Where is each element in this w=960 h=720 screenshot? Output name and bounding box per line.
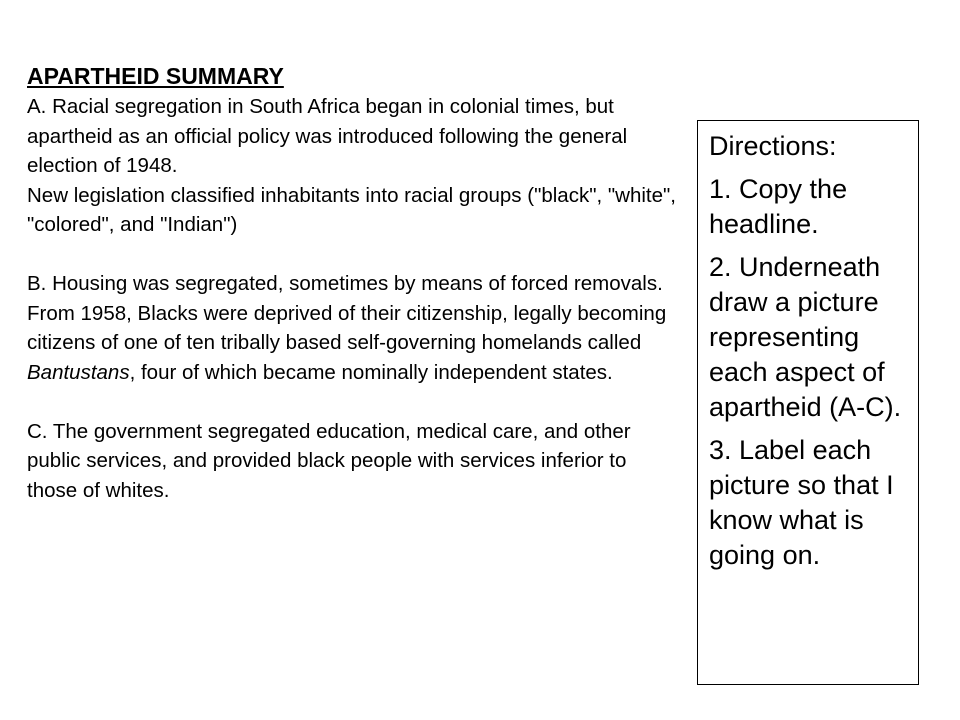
paragraph-spacer <box>27 240 677 270</box>
paragraph-spacer <box>27 387 677 417</box>
bantustans-term: Bantustans <box>27 360 130 384</box>
apartheid-summary <box>27 60 677 505</box>
section-a-text: A. Racial segregation in South Africa began in colonial times, but apartheid as an official policy was introduced following the general election of 1948. <box>27 95 628 177</box>
direction-step-3: 3. Label each picture so that I know what is going on. <box>709 435 894 570</box>
directions-heading: Directions: <box>709 131 837 161</box>
section-b-text-before: B. Housing was segregated, sometimes by means of forced removals. From 1958, Blacks were deprived of their citizenship, legally becoming citizens of one of ten tribally based self-governing homelands called <box>27 272 667 354</box>
section-a-text-2: New legislation classified inhabitants into racial groups ("black", "white", "colored", and "Indian") <box>27 183 676 236</box>
directions-box <box>697 120 919 685</box>
direction-step-1: 1. Copy the headline. <box>709 174 848 239</box>
section-b-text-after: , four of which became nominally independent states. <box>129 360 613 384</box>
section-b-text <box>27 269 677 387</box>
direction-step-2: 2. Underneath draw a picture representing each aspect of apartheid (A-C). <box>709 252 902 422</box>
summary-title: APARTHEID SUMMARY <box>27 63 284 89</box>
section-c-text: C. The government segregated education, medical care, and other public services, and provided black people with services inferior to those of whites. <box>27 419 631 502</box>
